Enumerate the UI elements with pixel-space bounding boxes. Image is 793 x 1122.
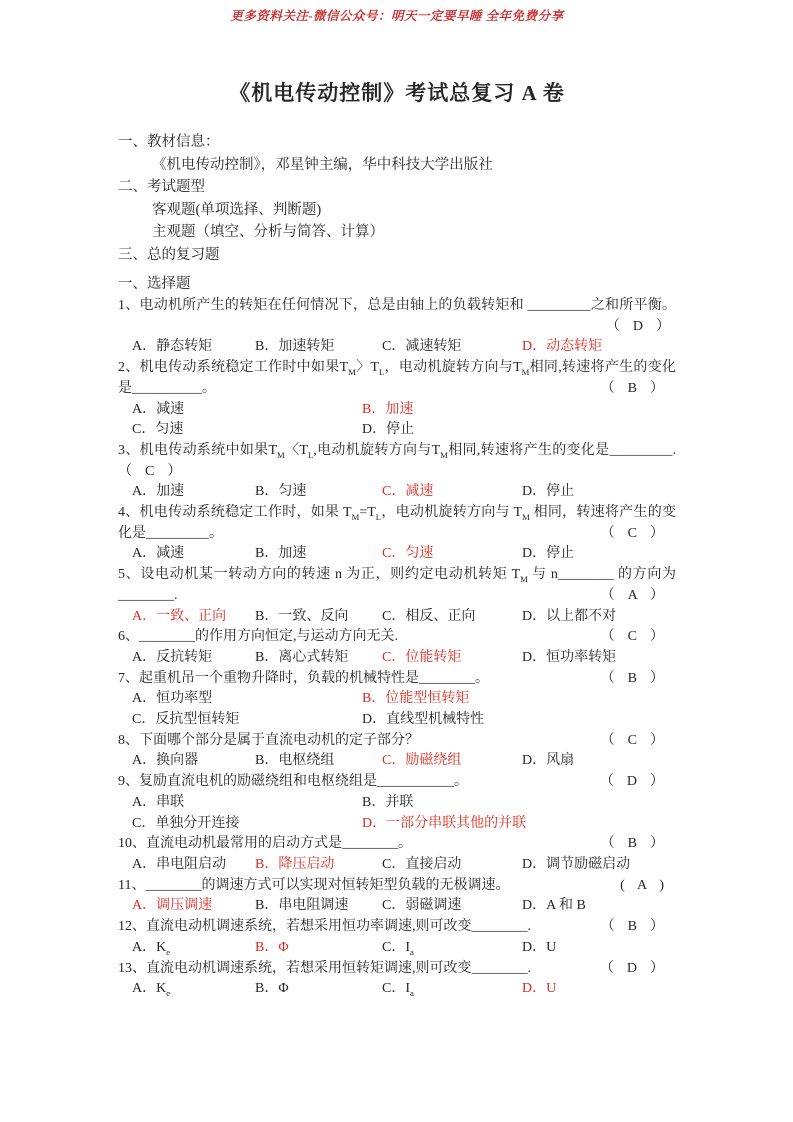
option-c: C．直接启动 [382, 856, 462, 872]
question-text-content: 11、________的调速方式可以实现对恒转矩型负载的无极调速。 [118, 877, 510, 893]
option-a: A．静态转矩 [132, 339, 213, 355]
option-d: D．以上都不对 [522, 608, 617, 624]
option-a: A．$K_e$ [132, 981, 171, 998]
answer-bracket: （ A ） [600, 587, 666, 603]
option-a: A．减速 [132, 401, 185, 417]
option-a: A．减速 [132, 546, 185, 562]
option-row [118, 855, 676, 876]
option-a: A．调压调速 [132, 898, 213, 914]
question-12 [118, 917, 676, 958]
question-text: 4、机电传动系统稳定工作时，如果 $T_M=T_L$，电动机旋转方向与 $T_M$ 相同，转速将产生的变 [118, 505, 676, 522]
option-row [118, 793, 676, 814]
option-b: B．电枢绕组 [255, 753, 335, 769]
question-text [118, 917, 676, 938]
answer-bracket: （ D ） [599, 960, 666, 976]
option-row [118, 648, 676, 669]
option-d: D．U [522, 939, 557, 955]
question-text [118, 959, 676, 980]
option-c: C．$I_a$ [382, 939, 414, 957]
intro-item-2-detail-2: 主观题（填空、分析与简答、计算） [152, 224, 384, 240]
option-b: B．Φ [255, 981, 289, 997]
option-row [118, 337, 676, 358]
question-text [118, 834, 676, 855]
option-row [118, 938, 676, 959]
answer-bracket: （ C ） [118, 463, 184, 479]
question-1 [118, 296, 676, 358]
question-text-continued: 化是_________。 [118, 525, 223, 541]
answer-bracket: （ C ） [600, 525, 666, 541]
option-d: D．动态转矩 [522, 339, 603, 355]
answer-bracket: （ D ） [599, 774, 666, 790]
answer-line [118, 317, 676, 338]
option-row [118, 420, 676, 441]
question-text [118, 731, 676, 752]
option-d: D．风扇 [522, 753, 575, 769]
question-text: 3、机电传动系统中如果$T_M$〈$T_L$,电动机旋转方向与$T_M$相同,转速将产生的变化是_________. [118, 442, 676, 460]
option-d: D．停止 [522, 546, 575, 562]
answer-bracket: （ C ） [600, 629, 666, 645]
option-c: C．单独分开连接 [132, 815, 240, 831]
intro-list [118, 131, 676, 266]
intro-item-1: 一、教材信息： [118, 134, 220, 150]
answer-bracket: （ C ） [600, 732, 666, 748]
question-text [118, 876, 676, 897]
answer-bracket: （ B ） [600, 670, 666, 686]
option-c: C．匀速 [382, 546, 434, 562]
option-a: A．反抗转矩 [132, 649, 213, 665]
intro-item-1-detail: 《机电传动控制》，邓星钟主编，华中科技大学出版社 [152, 156, 493, 173]
option-row [118, 689, 676, 710]
question-list [118, 296, 676, 1000]
answer-bracket: （ B ） [600, 919, 666, 935]
intro-item-3: 三、总的复习题 [118, 246, 220, 263]
option-d: D．A 和 B [522, 898, 586, 914]
option-row [118, 400, 676, 421]
option-b: B．一致、反向 [255, 608, 349, 624]
option-c: C．$I_a$ [382, 981, 414, 998]
question-text-content: 12、直流电动机调速系统，若想采用恒功率调速,则可改变________. [118, 919, 531, 935]
question-text: 1、电动机所产生的转矩在任何情况下，总是由轴上的负载转矩和 _________之和所平衡。 [118, 298, 676, 313]
intro-item-2: 二、考试题型 [118, 179, 205, 195]
question-text [118, 772, 676, 793]
question-text: 2、机电传动系统稳定工作时中如果$T_M$〉$T_L$，电动机旋转方向与$T_M$相同,转速将产生的变化 [118, 360, 676, 377]
option-row [118, 979, 676, 1000]
option-b: B．离心式转矩 [255, 649, 349, 665]
question-text-content: 7、起重机吊一个重物升降时，负载的机械特性是________。 [118, 670, 489, 686]
option-a: A．加速 [132, 484, 185, 500]
page-title: 《机电传动控制》考试总复习 A 卷 [229, 81, 565, 105]
option-d: D．恒功率转矩 [522, 649, 617, 665]
option-c: C．位能转矩 [382, 649, 462, 665]
option-row [118, 751, 676, 772]
option-d: D．直线型机械特性 [362, 712, 485, 728]
option-row [118, 482, 676, 503]
option-c: C．匀速 [132, 422, 184, 438]
option-b: B．Φ [255, 939, 289, 955]
question-11 [118, 876, 676, 917]
header-note: 更多资料关注-微信公众号：明天一定要早睡 全年免费分享 [230, 9, 564, 23]
question-text-line-2 [118, 524, 676, 545]
option-b: B．位能型恒转矩 [362, 691, 470, 707]
option-d: D．调节励磁启动 [522, 856, 631, 872]
question-text [118, 627, 676, 648]
question-text-content: 10、直流电动机最常用的启动方式是________。 [118, 836, 412, 852]
option-row [118, 607, 676, 628]
question-text-content: 6、________的作用方向恒定,与运动方向无关. [118, 629, 398, 645]
intro-item-2-detail-1: 客观题(单项选择、判断题) [152, 201, 322, 218]
answer-bracket: （ B ） [600, 380, 666, 396]
option-a: A．$K_e$ [132, 939, 171, 957]
answer-bracket: （ D ） [605, 318, 672, 334]
option-b: B．加速 [255, 546, 307, 562]
question-text-line-2 [118, 379, 676, 400]
option-a: A．恒功率型 [132, 691, 213, 707]
question-text-content: 8、下面哪个部分是属于直流电动机的定子部分？ [118, 732, 419, 748]
option-a: A．一致、正向 [132, 608, 227, 624]
question-text-continued: ________. [118, 587, 178, 603]
section-heading-choice: 一、选择题 [118, 276, 191, 292]
option-a: A．换向器 [132, 753, 199, 769]
option-b: B．并联 [362, 794, 414, 810]
option-d: D．停止 [362, 422, 415, 438]
question-10 [118, 834, 676, 875]
question-5 [118, 565, 676, 627]
question-6 [118, 627, 676, 668]
option-d: D．停止 [522, 484, 575, 500]
option-a: A．串电阻启动 [132, 856, 227, 872]
answer-bracket: （ B ） [600, 836, 666, 852]
option-b: B．加速 [362, 401, 414, 417]
question-text: 5、设电动机某一转动方向的转速 n 为正，则约定电动机转矩 $T_M$ 与 n________ 的方向为 [118, 567, 677, 584]
question-9 [118, 772, 676, 834]
option-d: D．U [522, 981, 557, 997]
question-text-content: 9、复励直流电机的励磁绕组和电枢绕组是___________。 [118, 774, 468, 790]
option-b: B．匀速 [255, 484, 307, 500]
option-row [118, 896, 676, 917]
option-c: C．弱磁调速 [382, 898, 462, 914]
question-text-continued: 是__________。 [118, 380, 216, 396]
question-4 [118, 503, 676, 565]
option-a: A．串联 [132, 794, 185, 810]
question-7 [118, 669, 676, 731]
option-c: C．减速 [382, 484, 434, 500]
question-3 [118, 441, 676, 503]
option-c: C．励磁绕组 [382, 753, 462, 769]
option-row [118, 814, 676, 835]
option-b: B．加速转矩 [255, 339, 335, 355]
option-row [118, 544, 676, 565]
answer-bracket: ( A ) [620, 877, 666, 893]
option-c: C．减速转矩 [382, 339, 462, 355]
answer-line [118, 462, 676, 483]
option-d: D．一部分串联其他的并联 [362, 815, 527, 831]
question-13 [118, 959, 676, 1000]
option-c: C．反抗型恒转矩 [132, 712, 240, 728]
question-2 [118, 358, 676, 441]
question-text-content: 13、直流电动机调速系统，若想采用恒转矩调速,则可改变________. [118, 960, 531, 976]
question-8 [118, 731, 676, 772]
option-row [118, 710, 676, 731]
option-c: C．相反、正向 [382, 608, 476, 624]
question-text-line-2 [118, 586, 676, 607]
option-b: B．串电阻调速 [255, 898, 349, 914]
question-text [118, 669, 676, 690]
option-b: B．降压启动 [255, 856, 335, 872]
